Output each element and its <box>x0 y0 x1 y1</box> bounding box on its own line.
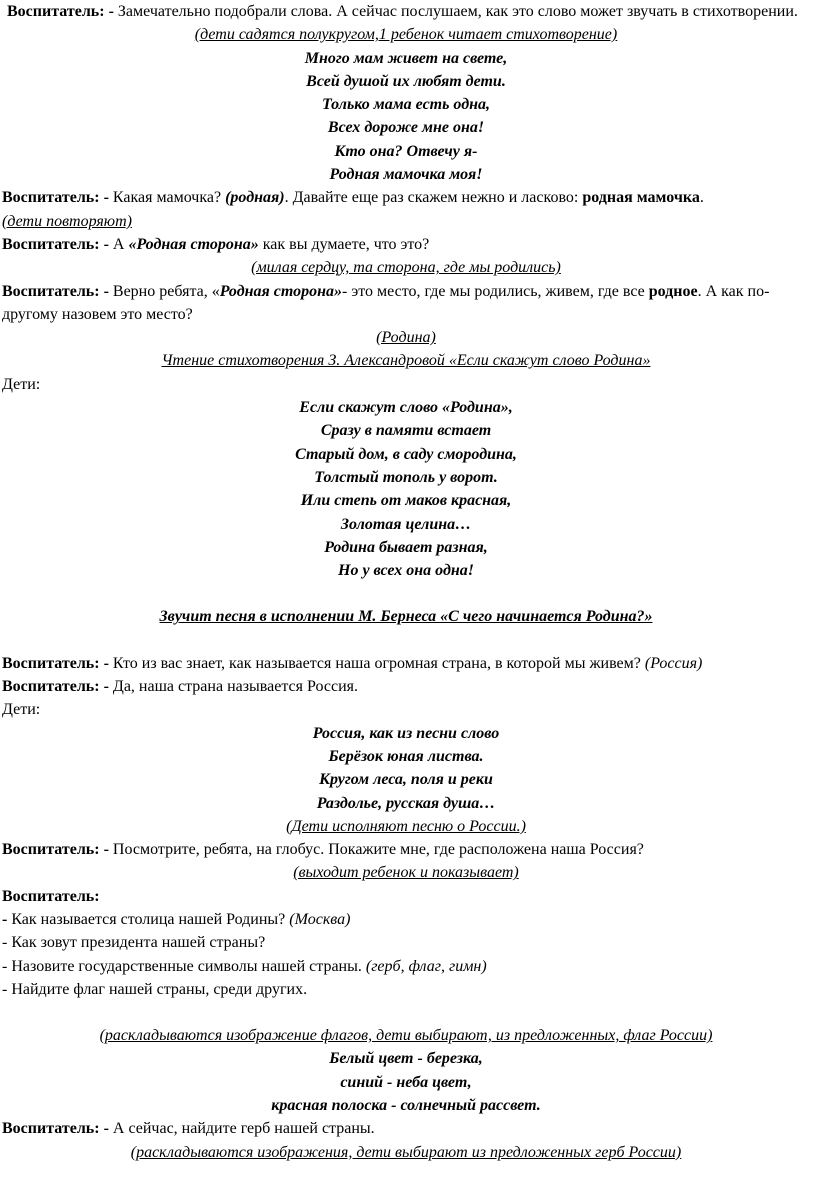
spacer <box>2 1001 810 1024</box>
poem-line: Берёзок юная листва. <box>328 747 484 765</box>
stage-direction: (Родина) <box>376 329 436 347</box>
question-item <box>2 955 810 978</box>
kids-label: Дети: <box>2 701 41 719</box>
spacer <box>2 582 810 605</box>
stage-direction: (Дети исполняют песню о России.) <box>286 817 526 835</box>
poem-line: Или степь от маков красная, <box>300 492 512 510</box>
question-text: Назовите государственные символы нашей страны. <box>11 957 366 975</box>
poem-line: Только мама есть одна, <box>321 96 491 114</box>
poem-line: Раздолье, русская душа… <box>316 794 496 812</box>
question-item <box>2 908 810 931</box>
poem-mama <box>2 47 810 187</box>
stage-direction: (раскладываются изображение флагов, дети выбирают, из предложенных, флаг России) <box>99 1027 713 1045</box>
paragraph-text: . <box>699 189 704 207</box>
speaker-label: Воспитатель: - <box>7 3 118 20</box>
emphasis-text: Родная сторона» <box>219 282 342 300</box>
paragraph <box>2 280 810 327</box>
poem-line: Родина бывает разная, <box>324 538 488 556</box>
answer-text: (Москва) <box>289 910 351 928</box>
question-text: Найдите флаг нашей страны, среди других. <box>11 980 308 998</box>
stage-direction: (выходит ребенок и показывает) <box>293 864 519 882</box>
paragraph-text: А <box>112 235 129 253</box>
paragraph <box>2 675 810 698</box>
speaker-label: Воспитатель: - <box>2 189 113 207</box>
poem-rossiya <box>2 722 810 815</box>
paragraph-text: . Давайте еще раз скажем нежно и ласково: <box>284 189 583 207</box>
spacer <box>2 629 810 652</box>
poem-line: Кто она? Отвечу я- <box>334 142 478 160</box>
poem-line: Родная мамочка моя! <box>329 166 483 184</box>
paragraph-text: А сейчас, найдите герб нашей страны. <box>112 1120 375 1138</box>
question-item <box>2 931 810 954</box>
paragraph <box>2 0 810 23</box>
paragraph-text: Посмотрите, ребята, на глобус. Покажите мне, где расположена наша Россия? <box>112 841 644 859</box>
poem-line: Белый цвет - березка, <box>329 1050 483 1068</box>
poem-rodina <box>2 396 810 582</box>
paragraph-text: Кто из вас знает, как называется наша огромная страна, в которой мы живем? <box>112 654 645 672</box>
paragraph-text: Верно ребята, « <box>112 282 220 300</box>
poem-line: Если скажут слово «Родина», <box>299 399 513 417</box>
speaker-label: Воспитатель: - <box>2 841 113 859</box>
list-dash: - <box>2 980 12 998</box>
paragraph <box>2 1117 810 1140</box>
list-dash: - <box>2 910 12 928</box>
emphasis-text: «Родная сторона» <box>128 235 259 253</box>
stage-direction: (дети повторяют) <box>2 212 132 230</box>
speaker-label: Воспитатель: - <box>2 678 113 696</box>
answer-text: (герб, флаг, гимн) <box>365 957 487 975</box>
paragraph <box>2 233 810 256</box>
poem-line: Сразу в памяти встает <box>320 422 492 440</box>
poem-line: Старый дом, в саду смородина, <box>295 445 517 463</box>
poem-line: Всей душой их любят дети. <box>306 72 506 90</box>
poem-flag <box>2 1047 810 1117</box>
question-item <box>2 978 810 1001</box>
emphasis-text: родная мамочка <box>582 189 700 207</box>
list-dash: - <box>2 957 12 975</box>
paragraph-text: Да, наша страна называется Россия. <box>112 678 359 696</box>
speaker-label: Воспитатель: - <box>2 654 113 672</box>
poem-line: Золотая целина… <box>340 515 472 533</box>
poem-line: синий - неба цвет, <box>340 1073 472 1091</box>
poem-line: Всех дороже мне она! <box>327 119 485 137</box>
answer-text: (родная) <box>225 189 285 207</box>
stage-direction: (раскладываются изображения, дети выбирают из предложенных герб России) <box>130 1143 682 1161</box>
stage-direction: (милая сердцу, та сторона, где мы родились) <box>251 259 561 277</box>
question-text: Как зовут президента нашей страны? <box>11 934 266 952</box>
stage-direction: (дети садятся полукругом,1 ребенок читает стихотворение) <box>194 26 618 44</box>
paragraph <box>2 652 810 675</box>
kids-label: Дети: <box>2 375 41 393</box>
poem-line: Но у всех она одна! <box>338 562 474 580</box>
poem-line: Толстый тополь у ворот. <box>314 468 498 486</box>
list-dash: - <box>2 934 12 952</box>
paragraph <box>2 186 810 209</box>
speaker-label: Воспитатель: - <box>2 282 113 300</box>
song-announcement: Звучит песня в исполнении М. Бернеса «С чего начинается Родина?» <box>159 608 653 626</box>
speaker-label: Воспитатель: - <box>2 235 113 253</box>
question-text: Как называется столица нашей Родины? <box>11 910 290 928</box>
poem-line: Кругом леса, поля и реки <box>319 771 493 789</box>
emphasis-text: родное <box>648 282 698 300</box>
paragraph <box>2 838 810 861</box>
poem-line: Много мам живет на свете, <box>304 49 508 67</box>
paragraph-text: . А как по-другому назовем это место? <box>2 282 770 323</box>
paragraph-text: - это место, где мы родились, живем, где все <box>342 282 649 300</box>
poem-line: Россия, как из песни слово <box>312 724 500 742</box>
answer-text: (Россия) <box>644 654 703 672</box>
paragraph-text: как вы думаете, что это? <box>258 235 430 253</box>
speaker-label: Воспитатель: - <box>2 1120 113 1138</box>
poem-line: красная полоска - солнечный рассвет. <box>271 1097 541 1115</box>
stage-direction: Чтение стихотворения З. Александровой «Если скажут слово Родина» <box>161 352 651 370</box>
speaker-label: Воспитатель: <box>2 887 100 905</box>
paragraph-text: Замечательно подобрали слова. А сейчас послушаем, как это слово может звучать в стихотворении. <box>117 3 798 20</box>
paragraph-text: Какая мамочка? <box>112 189 226 207</box>
